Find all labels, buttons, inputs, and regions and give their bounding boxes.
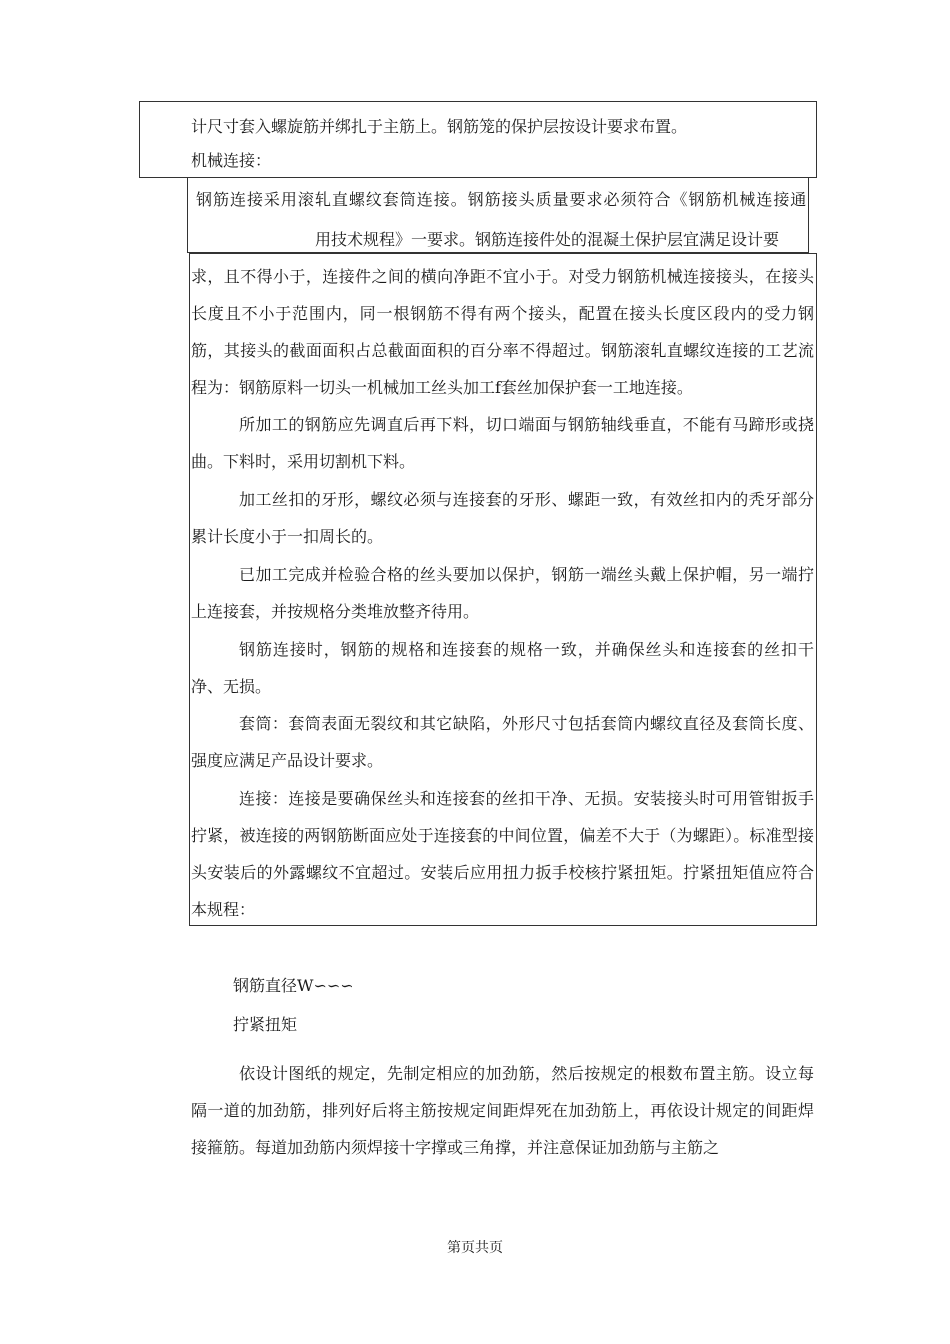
box3-paragraph-1: 求，且不得小于，连接件之间的横向净距不宜小于。对受力钢筋机械连接接头，在接头长度且不小于范围内，同一根钢筋不得有两个接头，配置在接头长度区段内的受力钢筋，其接头的截面面积占总截面面积的百分率不得超过。钢筋滚轧直螺纹连接的工艺流程为：钢筋原料一切头一机械加工丝头加工f套丝加保护套一工地连接。 (191, 267, 814, 397)
page-footer: 第页共页 (447, 1240, 503, 1256)
box3-paragraph-6: 套筒：套筒表面无裂纹和其它缺陷，外形尺寸包括套筒内螺纹直径及套筒长度、强度应满足产品设计要求。 (191, 714, 814, 770)
box3-paragraph-4: 已加工完成并检验合格的丝头要加以保护，钢筋一端丝头戴上保护帽，另一端拧上连接套，并按规格分类堆放整齐待用。 (191, 565, 814, 621)
box3-paragraph-3: 加工丝扣的牙形，螺纹必须与连接套的牙形、螺距一致，有效丝扣内的秃牙部分累计长度小于一扣周长的。 (191, 490, 814, 546)
body-paragraph: 依设计图纸的规定，先制定相应的加劲筋，然后按规定的根数布置主筋。设立每隔一道的加劲筋，排列好后将主筋按规定间距焊死在加劲筋上，再依设计规定的间距焊接箍筋。每道加劲筋内须焊接十字撑或三角撑，并注意保证加劲筋与主筋之 (191, 1064, 814, 1157)
table-label-diameter: 钢筋直径W∽∽∽ (233, 976, 354, 995)
box3-paragraph-5: 钢筋连接时，钢筋的规格和连接套的规格一致，并确保丝头和连接套的丝扣干净、无损。 (191, 640, 814, 696)
box2-line2: 用技术规程》一要求。钢筋连接件处的混凝土保护层宜满足设计要 (315, 230, 780, 249)
box3-paragraph-2: 所加工的钢筋应先调直后再下料，切口端面与钢筋轴线垂直，不能有马蹄形或挠曲。下料时，采用切割机下料。 (191, 415, 814, 471)
box1-line2: 机械连接： (191, 151, 272, 170)
box1-line1: 计尺寸套入螺旋筋并绑扎于主筋上。钢筋笼的保护层按设计要求布置。 (191, 117, 688, 136)
box3-paragraph-7: 连接：连接是要确保丝头和连接套的丝扣干净、无损。安装接头时可用管钳扳手拧紧，被连接的两钢筋断面应处于连接套的中间位置，偏差不大于（为螺距）。标准型接头安装后的外露螺纹不宜超过。安装后应用扭力扳手校核拧紧扭矩。拧紧扭矩值应符合本规程： (191, 789, 814, 919)
box2-line1: 钢筋连接采用滚轧直螺纹套筒连接。钢筋接头质量要求必须符合《钢筋机械连接通 (196, 190, 806, 209)
table-label-torque: 拧紧扭矩 (233, 1015, 298, 1034)
